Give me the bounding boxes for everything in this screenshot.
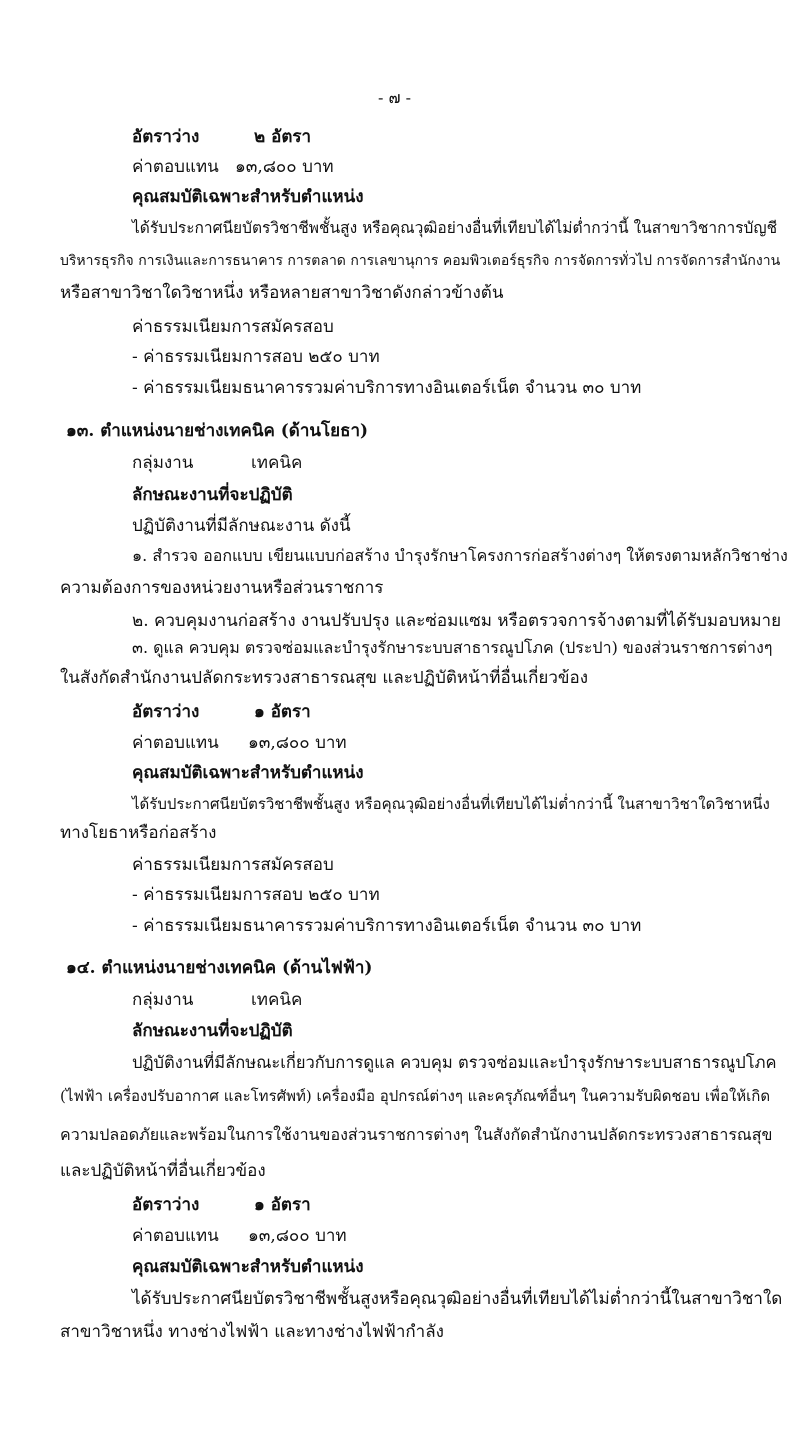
duty-heading: ลักษณะงานที่จะปฏิบัติ: [132, 1021, 293, 1041]
qualification-line: ทางโยธาหรือก่อสร้าง: [60, 823, 217, 843]
fee-exam: - ค่าธรรมเนียมการสอบ ๒๕๐ บาท: [132, 347, 380, 367]
salary-row: [132, 1224, 347, 1248]
duty-line: ความต้องการของหน่วยงานหรือส่วนราชการ: [60, 578, 384, 598]
salary-row: [132, 155, 334, 179]
section-13-title: ๑๓. ตำแหน่งนายช่างเทคนิค (ด้านโยธา): [66, 421, 369, 441]
group-row: [132, 988, 302, 1012]
qualification-line: บริหารธุรกิจ การเงินและการธนาคาร การตลาด การเลขานุการ คอมพิวเตอร์ธุรกิจ การจัดการทั่วไป การจัดการสำนักงาน: [60, 253, 781, 269]
duty-line: ๓. ดูแล ควบคุม ตรวจซ่อมและบำรุงรักษาระบบสาธารณูปโภค (ประปา) ของส่วนราชการต่างๆ: [132, 638, 773, 657]
group-value: เทคนิค: [251, 453, 303, 473]
vacancy-value: ๑ อัตรา: [254, 1195, 311, 1215]
duty-heading: ลักษณะงานที่จะปฏิบัติ: [132, 485, 293, 505]
group-value: เทคนิค: [251, 990, 303, 1010]
salary-value: ๑๓,๘๐๐ บาท: [248, 1226, 347, 1246]
group-row: [132, 451, 302, 475]
fee-bank: - ค่าธรรมเนียมธนาคารรวมค่าบริการทางอินเตอร์เน็ต จำนวน ๓๐ บาท: [132, 916, 642, 936]
group-label: กลุ่มงาน: [132, 453, 194, 473]
duty-line: ความปลอดภัยและพร้อมในการใช้งานของส่วนราชการต่างๆ ในสังกัดสำนักงานปลัดกระทรวงสาธารณสุข: [60, 1125, 773, 1144]
duty-line: (ไฟฟ้า เครื่องปรับอากาศ และโทรศัพท์) เครื่องมือ อุปกรณ์ต่างๆ และครุภัณฑ์อื่นๆ ในความรับผิดชอบ เพื่อให้เกิด: [60, 1087, 771, 1105]
vacancy-row: [132, 700, 311, 724]
duty-line: ๒. ควบคุมงานก่อสร้าง งานปรับปรุง และซ่อมแซม หรือตรวจการจ้างตามที่ได้รับมอบหมาย: [132, 611, 782, 631]
duty-line: ปฏิบัติงานที่มีลักษณะเกี่ยวกับการดูแล ควบคุม ตรวจซ่อมและบำรุงรักษาระบบสาธารณูปโภค: [132, 1053, 777, 1072]
fee-heading: ค่าธรรมเนียมการสมัครสอบ: [132, 317, 334, 337]
qualification-line: สาขาวิชาหนึ่ง ทางช่างไฟฟ้า และทางช่างไฟฟ้ากำลัง: [60, 1322, 444, 1342]
qualification-heading: คุณสมบัติเฉพาะสำหรับตำแหน่ง: [132, 1257, 364, 1277]
vacancy-label: อัตราว่าง: [132, 1195, 200, 1215]
vacancy-row: [132, 125, 311, 149]
group-label: กลุ่มงาน: [132, 990, 194, 1010]
vacancy-value: ๒ อัตรา: [254, 127, 312, 147]
duty-intro: ปฏิบัติงานที่มีลักษณะงาน ดังนี้: [132, 516, 351, 536]
vacancy-label: อัตราว่าง: [132, 127, 200, 147]
duty-line: ๑. สำรวจ ออกแบบ เขียนแบบก่อสร้าง บำรุงรักษาโครงการก่อสร้างต่างๆ ให้ตรงตามหลักวิชาช่าง: [132, 546, 788, 565]
fee-bank: - ค่าธรรมเนียมธนาคารรวมค่าบริการทางอินเตอร์เน็ต จำนวน ๓๐ บาท: [132, 378, 642, 398]
vacancy-value: ๑ อัตรา: [254, 702, 311, 722]
duty-line: ในสังกัดสำนักงานปลัดกระทรวงสาธารณสุข และปฏิบัติหน้าที่อื่นเกี่ยวข้อง: [60, 668, 589, 688]
vacancy-row: [132, 1193, 311, 1217]
salary-label: ค่าตอบแทน: [132, 157, 219, 177]
salary-label: ค่าตอบแทน: [132, 1226, 219, 1246]
salary-row: [132, 731, 347, 755]
fee-heading: ค่าธรรมเนียมการสมัครสอบ: [132, 855, 334, 875]
salary-value: ๑๓,๘๐๐ บาท: [235, 157, 334, 177]
section-14-title: ๑๔. ตำแหน่งนายช่างเทคนิค (ด้านไฟฟ้า): [66, 958, 373, 978]
fee-exam: - ค่าธรรมเนียมการสอบ ๒๕๐ บาท: [132, 885, 380, 905]
qualification-line: ได้รับประกาศนียบัตรวิชาชีพชั้นสูงหรือคุณวุฒิอย่างอื่นที่เทียบได้ไม่ต่ำกว่านี้ในสาขาวิชาใด: [132, 1289, 783, 1309]
qualification-line: หรือสาขาวิชาใดวิชาหนึ่ง หรือหลายสาขาวิชาดังกล่าวข้างต้น: [60, 283, 504, 303]
vacancy-label: อัตราว่าง: [132, 702, 200, 722]
duty-line: และปฏิบัติหน้าที่อื่นเกี่ยวข้อง: [60, 1161, 266, 1181]
salary-value: ๑๓,๘๐๐ บาท: [248, 733, 347, 753]
page-number: - ๗ -: [378, 88, 412, 107]
salary-label: ค่าตอบแทน: [132, 733, 219, 753]
qualification-line: ได้รับประกาศนียบัตรวิชาชีพชั้นสูง หรือคุณวุฒิอย่างอื่นที่เทียบได้ไม่ต่ำกว่านี้ ในสาขาวิชาการบัญชี: [132, 219, 778, 237]
qualification-heading: คุณสมบัติเฉพาะสำหรับตำแหน่ง: [132, 187, 364, 207]
qualification-heading: คุณสมบัติเฉพาะสำหรับตำแหน่ง: [132, 763, 364, 783]
qualification-line: ได้รับประกาศนียบัตรวิชาชีพชั้นสูง หรือคุณวุฒิอย่างอื่นที่เทียบได้ไม่ต่ำกว่านี้ ในสาขาวิชาใดวิชาหนึ่ง: [132, 795, 770, 813]
